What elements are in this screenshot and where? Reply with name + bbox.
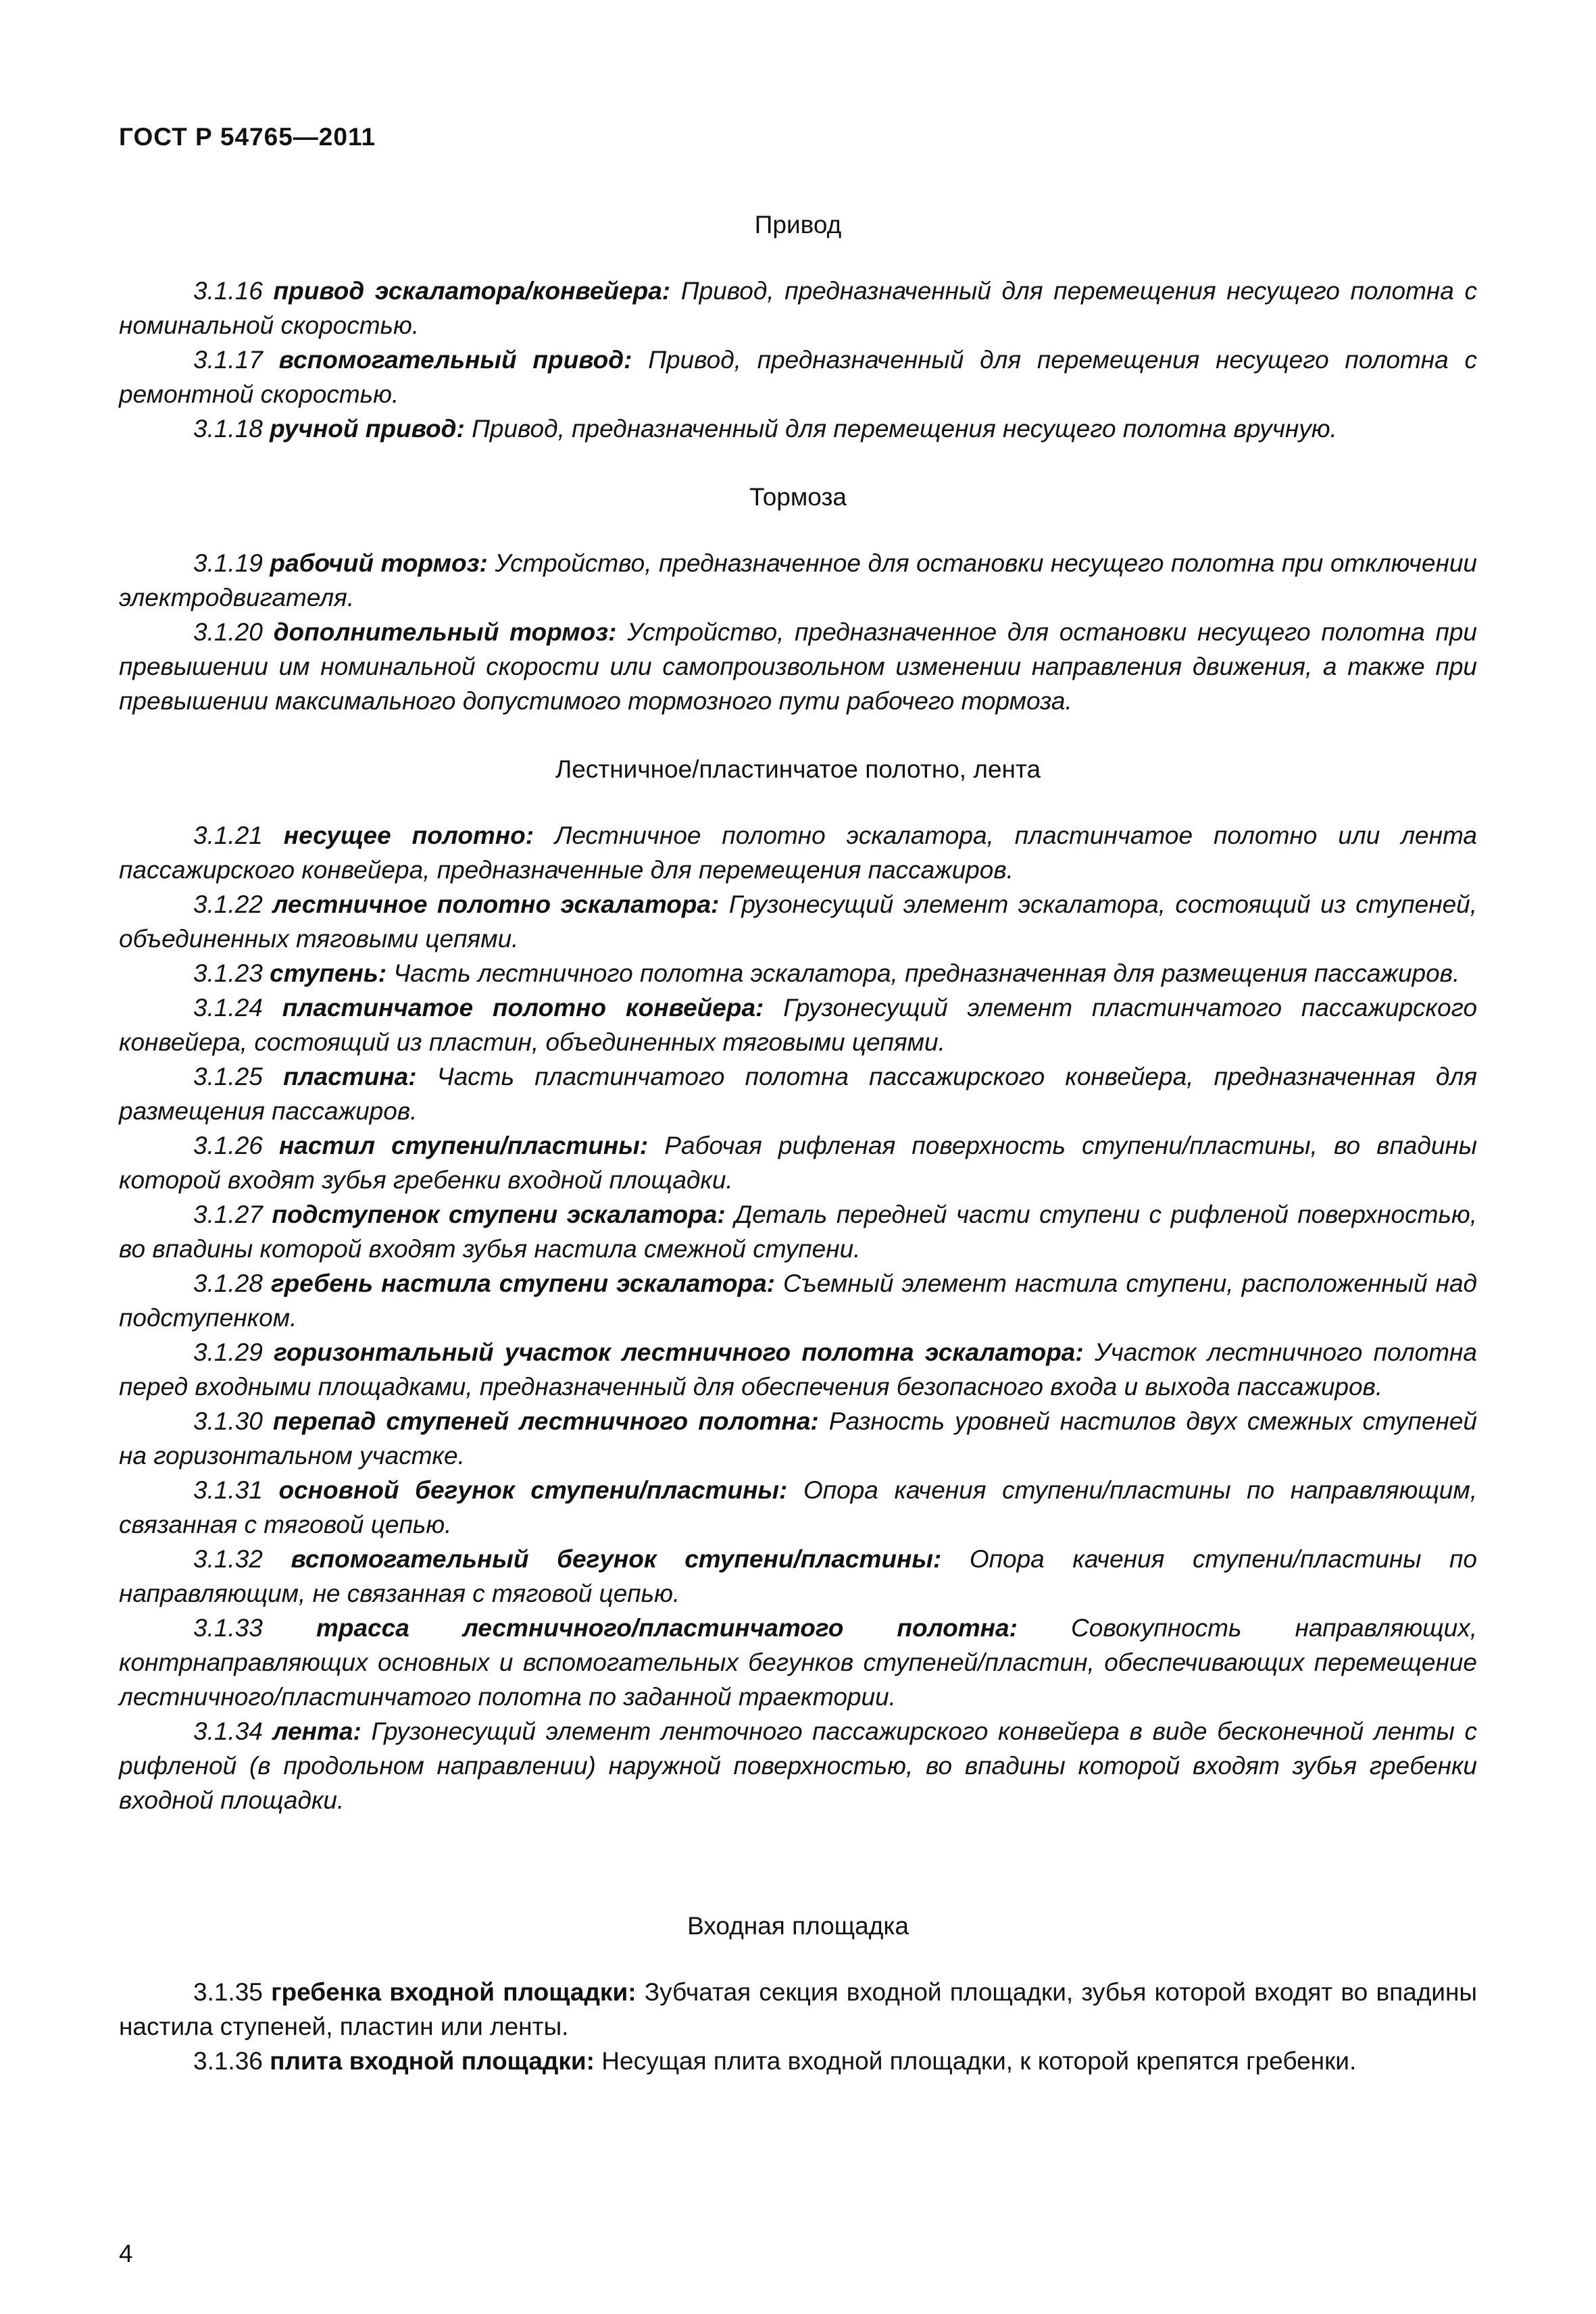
definition-item bbox=[119, 990, 1477, 1059]
definition-item bbox=[119, 343, 1477, 411]
definition-number: 3.1.28 bbox=[193, 1269, 263, 1297]
definition-number: 3.1.21 bbox=[193, 822, 263, 849]
definition-item bbox=[119, 1404, 1477, 1473]
section-body bbox=[119, 274, 1477, 446]
definition-text: Опора качения ступени/пластины по направляющим, связанная с тяговой цепью. bbox=[119, 1476, 1478, 1538]
definition-item bbox=[119, 1266, 1477, 1335]
definition-term: подступенок ступени эскалатора: bbox=[272, 1201, 726, 1228]
definition-term: лента: bbox=[272, 1717, 361, 1745]
definition-text: Грузонесущий элемент ленточного пассажирского конвейера в виде бесконечной ленты с рифленой (в продольном направлении) наружной поверхностью, во впадины которой входят зубья гребенки входной площадки. bbox=[119, 1717, 1477, 1814]
definition-number: 3.1.26 bbox=[193, 1132, 263, 1159]
definition-number: 3.1.27 bbox=[193, 1201, 263, 1228]
definition-number: 3.1.29 bbox=[193, 1338, 263, 1366]
definition-item bbox=[119, 1473, 1477, 1542]
definition-term: ручной привод: bbox=[270, 415, 465, 443]
document-header: ГОСТ Р 54765—2011 bbox=[119, 123, 376, 151]
definition-item bbox=[119, 1128, 1477, 1197]
definition-term: рабочий тормоз: bbox=[270, 549, 488, 577]
definition-number: 3.1.16 bbox=[193, 277, 263, 305]
section-title: Привод bbox=[754, 211, 842, 238]
definition-number: 3.1.36 bbox=[193, 2047, 263, 2075]
definition-item bbox=[119, 2044, 1477, 2078]
page-number: 4 bbox=[119, 2240, 133, 2267]
definition-text: Совокупность направляющих, контрнаправляющих основных и вспомогательных бегунков ступеней/пластин, обеспечивающих перемещение лестничного/пластинчатого полотна по заданной траектории. bbox=[119, 1614, 1477, 1711]
definition-text: Грузонесущий элемент эскалатора, состоящий из ступеней, объединенных тяговыми цепями. bbox=[119, 890, 1478, 953]
definition-term: плита входной площадки: bbox=[270, 2047, 595, 2075]
definition-term: вспомогательный привод: bbox=[278, 346, 632, 374]
definition-text: Рабочая рифленая поверхность ступени/пластины, во впадины которой входят зубья гребенки входной площадки. bbox=[119, 1132, 1477, 1194]
definition-text: Лестничное полотно эскалатора, пластинчатое полотно или лента пассажирского конвейера, предназначенные для перемещения пассажиров. bbox=[119, 822, 1477, 884]
definition-number: 3.1.25 bbox=[193, 1063, 263, 1090]
definition-item bbox=[119, 1059, 1477, 1128]
definition-number: 3.1.22 bbox=[193, 890, 263, 918]
definition-text: Несущая плита входной площадки, к которой крепятся гребенки. bbox=[601, 2047, 1357, 2075]
definition-text: Устройство, предназначенное для остановки несущего полотна при отключении электродвигателя. bbox=[119, 549, 1478, 611]
definition-text: Деталь передней части ступени с рифленой поверхностью, во впадины которой входят зубья настила смежной ступени. bbox=[119, 1201, 1478, 1263]
definition-item bbox=[119, 1714, 1477, 1817]
definition-item bbox=[119, 615, 1477, 718]
definition-text: Участок лестничного полотна перед входными площадками, предназначенный для обеспечения безопасного входа и выхода пассажиров. bbox=[119, 1338, 1477, 1401]
definition-number: 3.1.20 bbox=[193, 618, 263, 646]
definition-number: 3.1.18 bbox=[193, 415, 263, 443]
definition-item bbox=[119, 1335, 1477, 1404]
definition-text: Грузонесущий элемент пластинчатого пассажирского конвейера, состоящий из пластин, объединенных тяговыми цепями. bbox=[119, 994, 1478, 1056]
definition-term: горизонтальный участок лестничного полотна эскалатора: bbox=[274, 1338, 1084, 1366]
definition-text: Опора качения ступени/пластины по направляющим, не связанная с тяговой цепью. bbox=[119, 1545, 1477, 1607]
definition-term: гребенка входной площадки: bbox=[271, 1978, 637, 2006]
definition-text: Съемный элемент настила ступени, расположенный над подступенком. bbox=[119, 1269, 1478, 1332]
definition-number: 3.1.34 bbox=[193, 1717, 263, 1745]
definition-item bbox=[119, 1542, 1477, 1611]
definition-number: 3.1.30 bbox=[193, 1407, 263, 1435]
section-body bbox=[119, 546, 1477, 718]
definition-text: Устройство, предназначенное для остановки несущего полотна при превышении им номинальной скорости или самопроизвольном изменении направления движения, а также при превышении максимального допустимого тормозного пути рабочего тормоза. bbox=[119, 618, 1478, 715]
definition-item bbox=[119, 546, 1477, 615]
definition-term: перепад ступеней лестничного полотна: bbox=[272, 1407, 819, 1435]
definition-text: Часть пластинчатого полотна пассажирского конвейера, предназначенная для размещения пассажиров. bbox=[119, 1063, 1478, 1125]
definition-item bbox=[119, 956, 1477, 990]
definition-text: Привод, предназначенный для перемещения несущего полотна с ремонтной скоростью. bbox=[119, 346, 1478, 408]
definition-text: Разность уровней настилов двух смежных ступеней на горизонтальном участке. bbox=[119, 1407, 1477, 1469]
definition-number: 3.1.35 bbox=[193, 1978, 263, 2006]
definition-number: 3.1.24 bbox=[193, 994, 263, 1022]
definition-number: 3.1.19 bbox=[193, 549, 263, 577]
definition-term: гребень настила ступени эскалатора: bbox=[270, 1269, 775, 1297]
definition-term: лестничное полотно эскалатора: bbox=[272, 890, 720, 918]
definition-item bbox=[119, 274, 1477, 343]
section-body bbox=[119, 1975, 1477, 2078]
definition-term: вспомогательный бегунок ступени/пластины: bbox=[291, 1545, 942, 1573]
definition-text: Привод, предназначенный для перемещения несущего полотна с номинальной скоростью. bbox=[119, 277, 1478, 339]
definition-term: основной бегунок ступени/пластины: bbox=[278, 1476, 788, 1504]
definition-item bbox=[119, 1975, 1477, 2044]
section-title: Тормоза bbox=[749, 483, 847, 511]
definition-number: 3.1.33 bbox=[193, 1614, 263, 1642]
definition-number: 3.1.17 bbox=[193, 346, 263, 374]
definition-item bbox=[119, 818, 1477, 887]
definition-text: Привод, предназначенный для перемещения несущего полотна вручную. bbox=[472, 415, 1337, 443]
definition-item bbox=[119, 887, 1477, 956]
definition-number: 3.1.23 bbox=[193, 959, 263, 987]
section-title: Лестничное/пластинчатое полотно, лента bbox=[555, 755, 1041, 783]
definition-item bbox=[119, 1197, 1477, 1266]
definition-term: дополнительный тормоз: bbox=[273, 618, 617, 646]
definition-term: ступень: bbox=[270, 959, 387, 987]
definition-term: настил ступени/пластины: bbox=[278, 1132, 649, 1159]
definition-term: пластинчатое полотно конвейера: bbox=[282, 994, 764, 1022]
definition-item bbox=[119, 411, 1477, 446]
definition-term: пластина: bbox=[283, 1063, 417, 1090]
definition-text: Зубчатая секция входной площадки, зубья которой входят во впадины настила ступеней, пластин или ленты. bbox=[119, 1978, 1478, 2040]
section-body bbox=[119, 818, 1477, 1817]
definition-item bbox=[119, 1611, 1477, 1714]
definition-term: привод эскалатора/конвейера: bbox=[273, 277, 671, 305]
definition-term: несущее полотно: bbox=[283, 822, 534, 849]
definition-number: 3.1.31 bbox=[193, 1476, 263, 1504]
definition-text: Часть лестничного полотна эскалатора, предназначенная для размещения пассажиров. bbox=[393, 959, 1460, 987]
section-title: Входная площадка bbox=[687, 1912, 909, 1940]
definition-number: 3.1.32 bbox=[193, 1545, 263, 1573]
definition-term: трасса лестничного/пластинчатого полотна: bbox=[316, 1614, 1018, 1642]
